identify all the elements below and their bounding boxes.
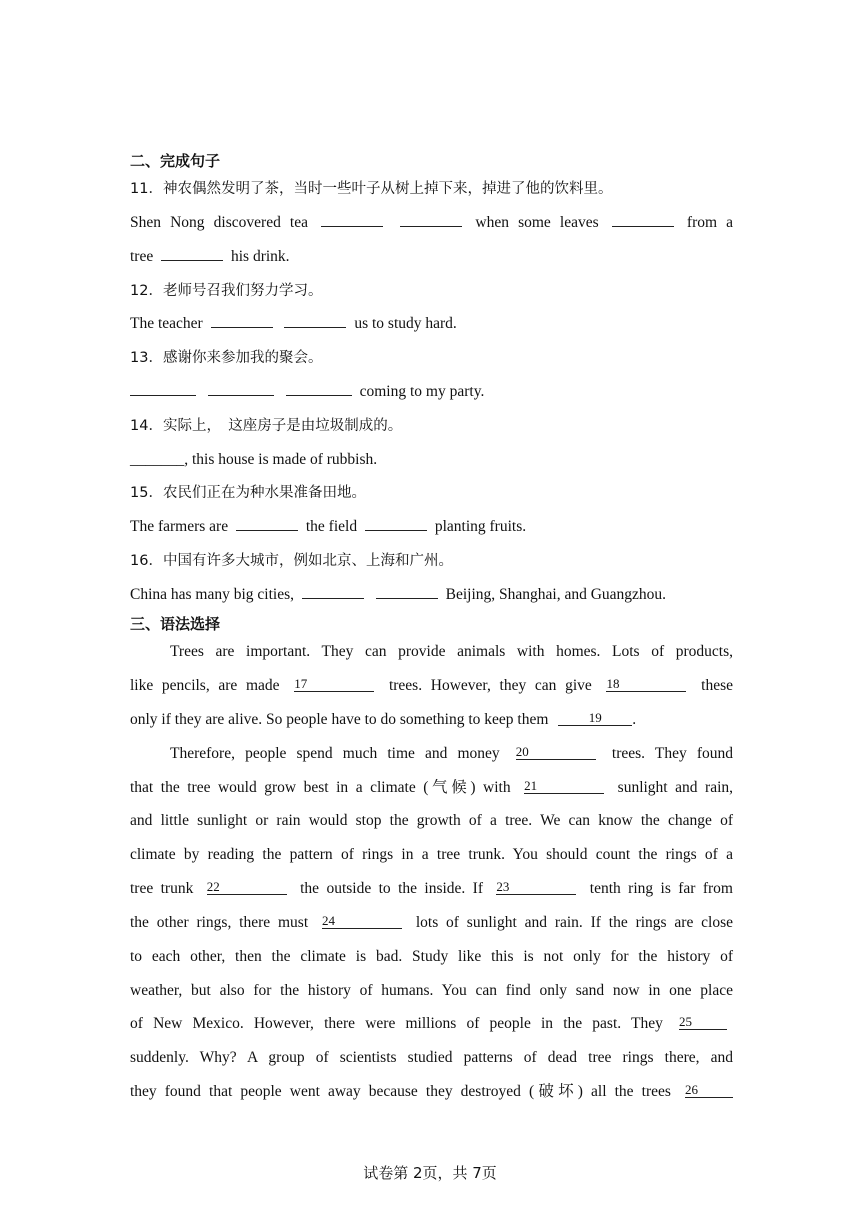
- passage-line-2: like pencils, are made 17 trees. However, they can give 18 these: [130, 676, 734, 694]
- passage-line-10: to each other, then the climate is bad. Study like this is not only for the history of: [130, 948, 733, 965]
- q16-english: China has many big cities, Beijing, Shanghai, and Guangzhou.: [130, 586, 667, 603]
- passage-line-7: climate by reading the pattern of rings in a tree trunk. You should count the rings of a: [130, 846, 733, 863]
- passage-line-11: weather, but also for the history of humans. You can find only sand now in one place: [130, 982, 733, 999]
- q16-blank-2[interactable]: [376, 584, 438, 599]
- q11-english-line1: Shen Nong discovered tea when some leaves from a: [130, 214, 734, 231]
- passage-line-6: and little sunlight or rain would stop the growth of a tree. We can know the change of: [130, 812, 733, 829]
- q12-blank-1[interactable]: [211, 313, 273, 328]
- passage-line-12: of New Mexico. However, there were millions of people in the past. They 25: [130, 1013, 733, 1035]
- blank-17[interactable]: 17: [294, 676, 374, 692]
- q11-blank-3[interactable]: [612, 212, 674, 227]
- blank-20[interactable]: 20: [516, 744, 596, 760]
- q15-english: The farmers are the field planting fruits.: [130, 518, 527, 535]
- q13-english: coming to my party.: [130, 381, 733, 403]
- passage-line-13: suddenly. Why? A group of scientists studied patterns of dead tree rings there, and: [130, 1049, 733, 1066]
- q16-blank-1[interactable]: [302, 584, 364, 599]
- q13-blank-3[interactable]: [286, 381, 352, 396]
- q16-chinese: 16．中国有许多大城市，例如北京、上海和广州。: [130, 553, 453, 569]
- q13-chinese: 13．感谢你来参加我的聚会。: [130, 350, 323, 366]
- passage-line-1: Trees are important. They can provide animals with homes. Lots of products,: [170, 643, 733, 660]
- blank-25[interactable]: 25: [679, 1014, 727, 1030]
- passage-line-14: they found that people went away because they destroyed (破坏) all the trees 26: [130, 1081, 733, 1103]
- blank-23[interactable]: 23: [496, 879, 576, 895]
- passage-line-9: the other rings, there must 24 lots of sunlight and rain. If the rings are close: [130, 913, 734, 931]
- q11-english-line2: tree his drink.: [130, 248, 290, 265]
- blank-21[interactable]: 21: [524, 778, 604, 794]
- q15-blank-2[interactable]: [365, 516, 427, 531]
- passage-line-5: that the tree would grow best in a climate (气候) with 21 sunlight and rain,: [130, 778, 734, 796]
- blank-24[interactable]: 24: [322, 913, 402, 929]
- passage-line-4: Therefore, people spend much time and money 20 trees. They found: [170, 744, 734, 762]
- blank-22[interactable]: 22: [207, 879, 287, 895]
- q15-chinese: 15．农民们正在为种水果准备田地。: [130, 485, 366, 501]
- passage-line-3: only if they are alive. So people have to do something to keep them 19 .: [130, 710, 637, 728]
- q11-blank-4[interactable]: [161, 246, 223, 261]
- q13-blank-2[interactable]: [208, 381, 274, 396]
- blank-19[interactable]: 19: [558, 710, 632, 726]
- q12-blank-2[interactable]: [284, 313, 346, 328]
- blank-26[interactable]: 26: [685, 1082, 733, 1098]
- q15-blank-1[interactable]: [236, 516, 298, 531]
- section-title-grammar: 三、语法选择: [130, 615, 221, 633]
- passage-line-8: tree trunk 22 the outside to the inside. If 23 tenth ring is far from: [130, 879, 733, 897]
- q12-english: The teacher us to study hard.: [130, 315, 457, 332]
- q14-english: _______, this house is made of rubbish.: [130, 451, 378, 468]
- q13-blank-1[interactable]: [130, 381, 196, 396]
- page-footer: 试卷第 2页，共 7页: [363, 1164, 497, 1182]
- q11-blank-2[interactable]: [400, 212, 462, 227]
- q12-chinese: 12．老师号召我们努力学习。: [130, 283, 323, 299]
- q14-chinese: 14．实际上， 这座房子是由垃圾制成的。: [130, 418, 403, 434]
- q11-blank-1[interactable]: [321, 212, 383, 227]
- q11-chinese: 11．神农偶然发明了茶，当时一些叶子从树上掉下来，掉进了他的饮料里。: [130, 181, 613, 197]
- blank-18[interactable]: 18: [606, 676, 686, 692]
- section-title-complete-sentences: 二、完成句子: [130, 152, 221, 170]
